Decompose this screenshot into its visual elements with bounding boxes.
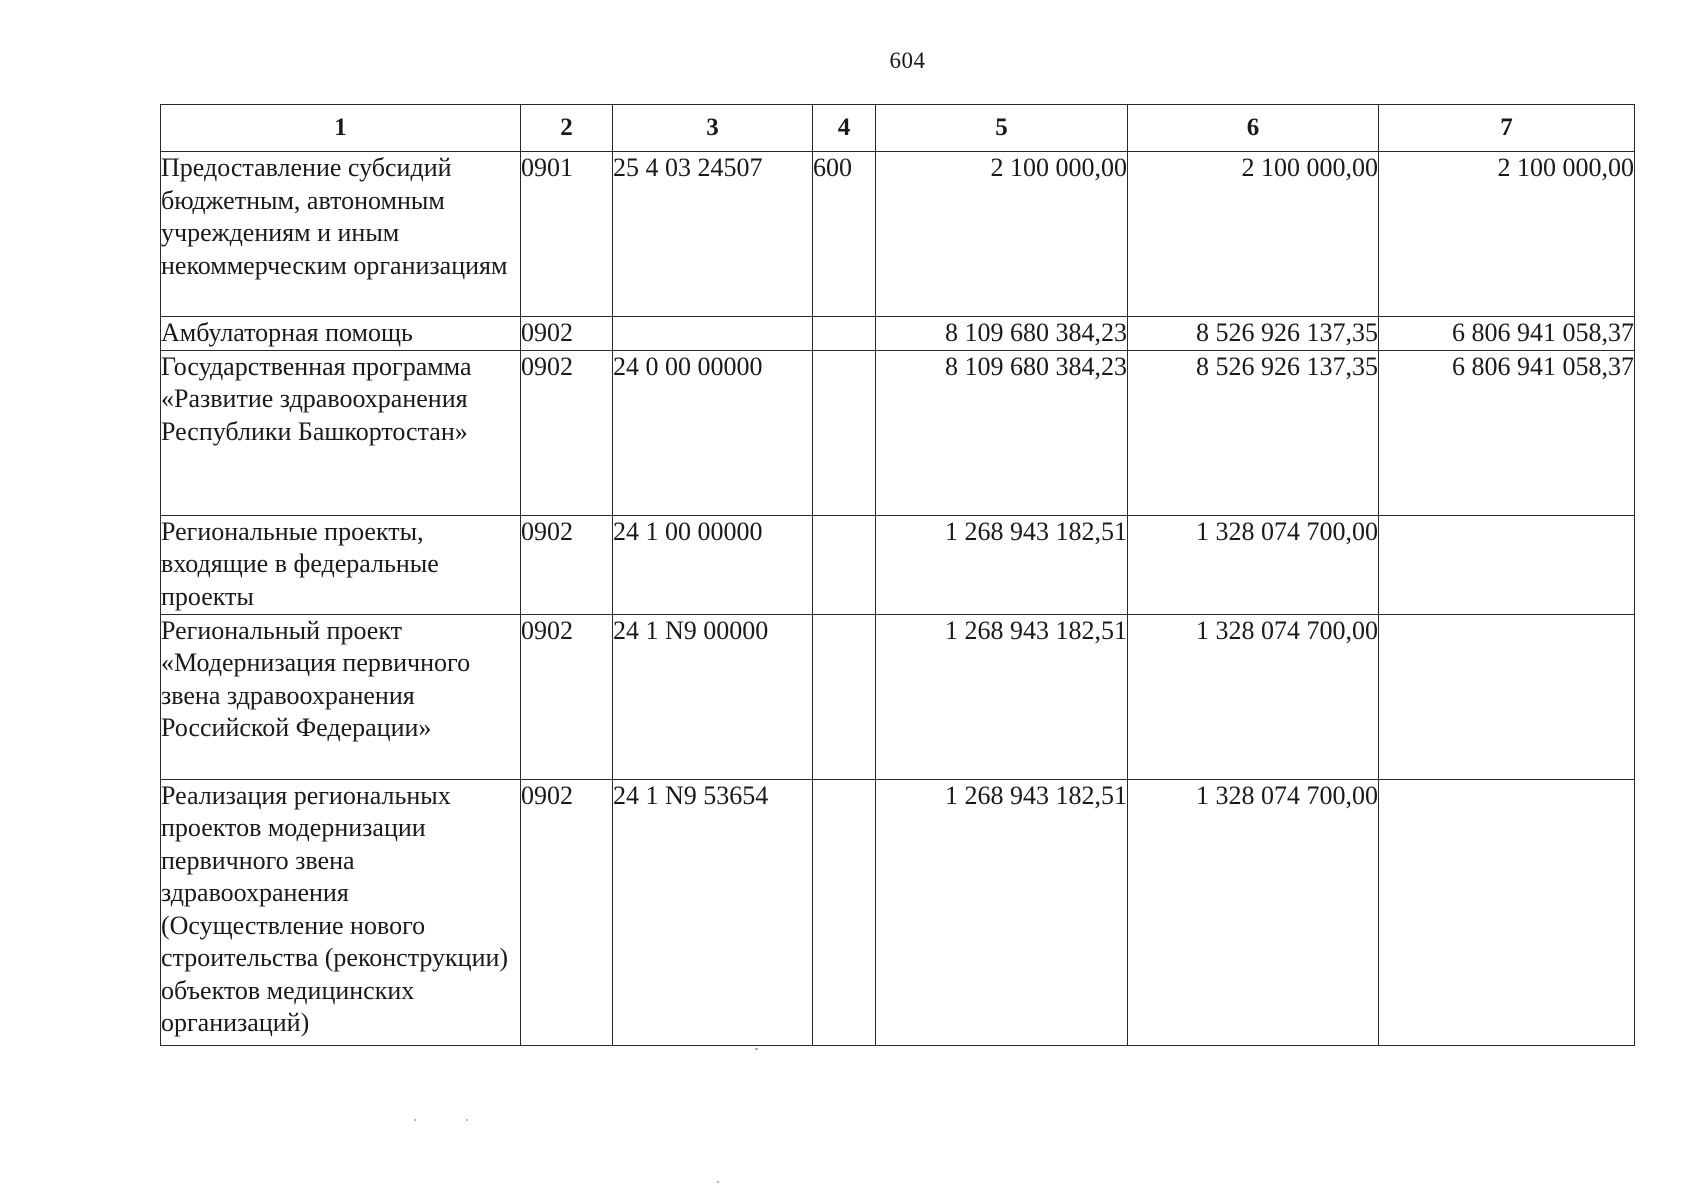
amount-col7-cell: 2 100 000,00 — [1379, 152, 1635, 317]
amount-col5-cell: 1 268 943 182,51 — [876, 515, 1128, 614]
section-code-cell: 0902 — [521, 350, 613, 515]
table-row — [161, 614, 1635, 779]
target-code-cell: 25 4 03 24507 — [613, 152, 813, 317]
scan-speck — [755, 1048, 758, 1050]
amount-col6-cell: 8 526 926 137,35 — [1128, 317, 1379, 351]
amount-col6-cell: 1 328 074 700,00 — [1128, 779, 1379, 1045]
table-row — [161, 350, 1635, 515]
column-header: 2 — [521, 105, 613, 152]
target-code-cell — [613, 317, 813, 351]
expense-type-cell — [813, 317, 876, 351]
scan-speck — [466, 1119, 468, 1121]
scan-speck — [717, 1181, 719, 1183]
amount-col6-cell: 1 328 074 700,00 — [1128, 515, 1379, 614]
expense-type-cell — [813, 779, 876, 1045]
amount-col5-cell: 8 109 680 384,23 — [876, 317, 1128, 351]
row-name-cell: Реализация региональных проектов модернизации первичного звена здравоохранения (Осуществление нового строительства (реконструкции) объектов медицинских организаций) — [161, 779, 521, 1045]
target-code-cell: 24 1 N9 53654 — [613, 779, 813, 1045]
amount-col7-cell — [1379, 614, 1635, 779]
table-row — [161, 152, 1635, 317]
target-code-cell: 24 0 00 00000 — [613, 350, 813, 515]
amount-col6-cell: 8 526 926 137,35 — [1128, 350, 1379, 515]
amount-col5-cell: 8 109 680 384,23 — [876, 350, 1128, 515]
expense-type-cell — [813, 614, 876, 779]
section-code-cell: 0902 — [521, 779, 613, 1045]
amount-col7-cell — [1379, 515, 1635, 614]
table-header-row — [161, 105, 1635, 152]
table-row — [161, 515, 1635, 614]
amount-col7-cell: 6 806 941 058,37 — [1379, 350, 1635, 515]
expense-type-cell: 600 — [813, 152, 876, 317]
row-name-cell: Амбулаторная помощь — [161, 317, 521, 351]
column-header: 3 — [613, 105, 813, 152]
row-name-cell: Предоставление субсидий бюджетным, автономным учреждениям и иным некоммерческим организациям — [161, 152, 521, 317]
row-name-cell: Региональный проект «Модернизация первичного звена здравоохранения Российской Федерации» — [161, 614, 521, 779]
scan-speck — [414, 1119, 416, 1121]
budget-table — [160, 104, 1635, 1046]
column-header: 6 — [1128, 105, 1379, 152]
amount-col5-cell: 1 268 943 182,51 — [876, 614, 1128, 779]
section-code-cell: 0902 — [521, 317, 613, 351]
section-code-cell: 0902 — [521, 515, 613, 614]
section-code-cell: 0902 — [521, 614, 613, 779]
column-header: 5 — [876, 105, 1128, 152]
amount-col7-cell — [1379, 779, 1635, 1045]
column-header: 7 — [1379, 105, 1635, 152]
amount-col6-cell: 2 100 000,00 — [1128, 152, 1379, 317]
amount-col5-cell: 2 100 000,00 — [876, 152, 1128, 317]
column-header: 4 — [813, 105, 876, 152]
row-name-cell: Государственная программа «Развитие здравоохранения Республики Башкортостан» — [161, 350, 521, 515]
expense-type-cell — [813, 350, 876, 515]
amount-col6-cell: 1 328 074 700,00 — [1128, 614, 1379, 779]
page-number: 604 — [889, 48, 926, 73]
section-code-cell: 0901 — [521, 152, 613, 317]
target-code-cell: 24 1 00 00000 — [613, 515, 813, 614]
target-code-cell: 24 1 N9 00000 — [613, 614, 813, 779]
table-row — [161, 317, 1635, 351]
expense-type-cell — [813, 515, 876, 614]
amount-col5-cell: 1 268 943 182,51 — [876, 779, 1128, 1045]
column-header: 1 — [161, 105, 521, 152]
row-name-cell: Региональные проекты, входящие в федеральные проекты — [161, 515, 521, 614]
amount-col7-cell: 6 806 941 058,37 — [1379, 317, 1635, 351]
table-row — [161, 779, 1635, 1045]
